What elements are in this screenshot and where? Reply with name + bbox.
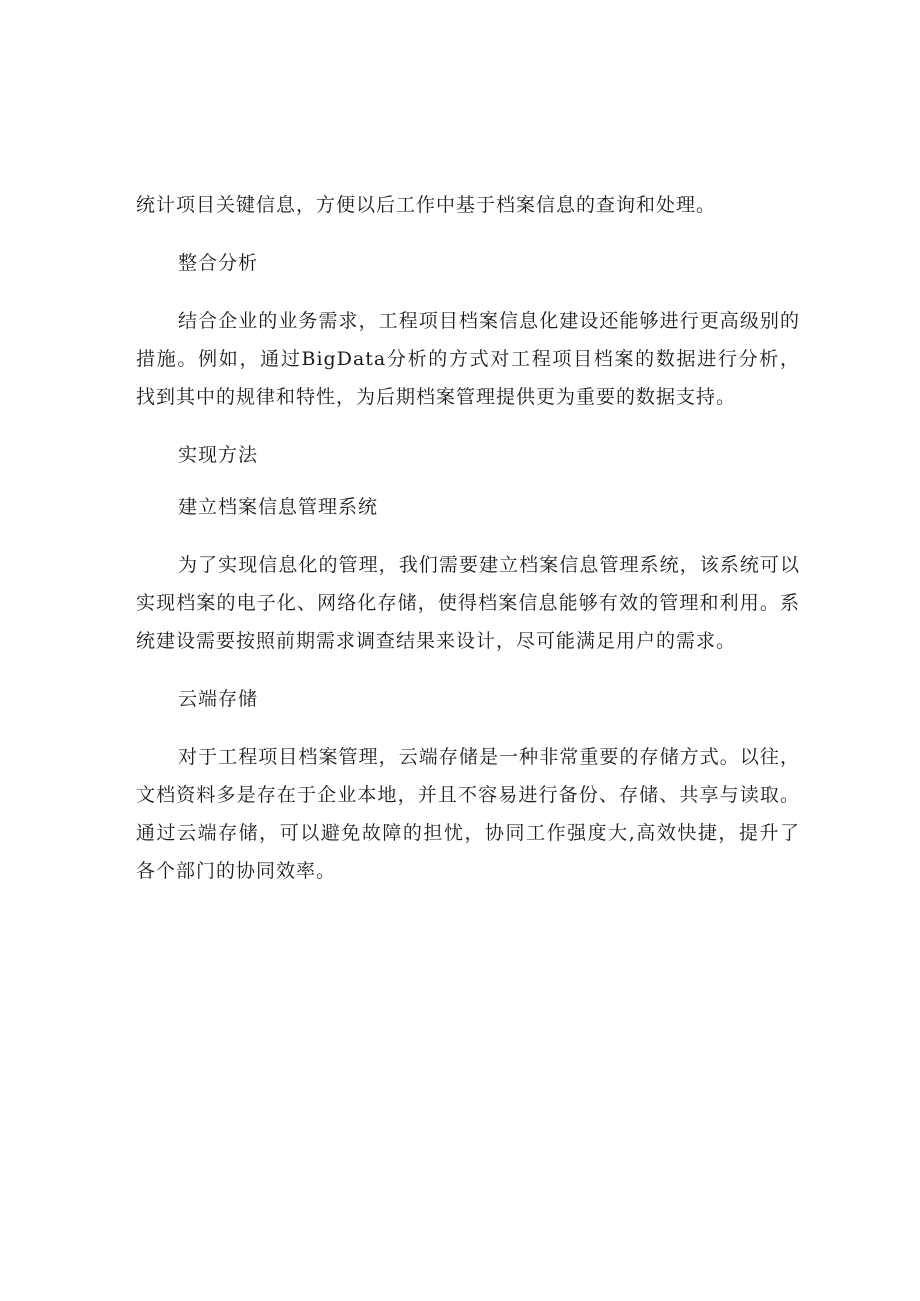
- section-heading-cloud-storage: 云端存储: [178, 688, 259, 710]
- paragraph-integration-analysis: 结合企业的业务需求，工程项目档案信息化建设还能够进行更高级别的措施。例如，通过BigData分析的方式对工程项目档案的数据进行分析，找到其中的规律和特性，为后期档案管理提供更为重要的数据支持。: [136, 310, 800, 408]
- section-heading-integration-analysis: 整合分析: [178, 252, 259, 274]
- paragraph-cloud-storage: 对于工程项目档案管理，云端存储是一种非常重要的存储方式。以往，文档资料多是存在于企业本地，并且不容易进行备份、存储、共享与读取。通过云端存储，可以避免故障的担忧，协同工作强度大,高效快捷，提升了各个部门的协同效率。: [136, 746, 800, 882]
- document-body: [136, 186, 800, 890]
- section-heading-archive-system: 建立档案信息管理系统: [178, 496, 379, 518]
- section-heading-implementation: 实现方法: [178, 444, 259, 466]
- paragraph-archive-system: 为了实现信息化的管理，我们需要建立档案信息管理系统，该系统可以实现档案的电子化、网络化存储，使得档案信息能够有效的管理和利用。系统建设需要按照前期需求调查结果来设计，尽可能满足用户的需求。: [136, 554, 800, 652]
- paragraph-continuation: 统计项目关键信息，方便以后工作中基于档案信息的查询和处理。: [136, 194, 717, 216]
